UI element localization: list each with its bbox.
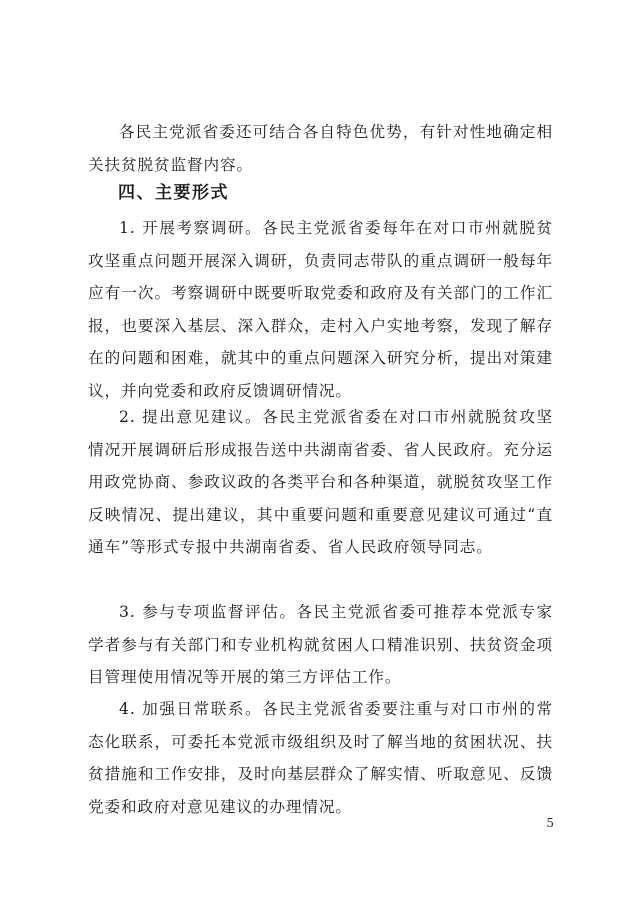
section-heading: 四、主要形式	[118, 183, 229, 203]
paragraph-special-supervision: 3. 参与专项监督评估。各民主党派省委可推荐本党派专家学者参与有关部门和专业机构就贫困人口精准识别、扶贫资金项目管理使用情况等开展的第三方评估工作。	[88, 603, 553, 686]
paragraph-suggestions: 2. 提出意见建议。各民主党派省委在对口市州就脱贫攻坚情况开展调研后形成报告送中共湖南省委、省人民政府。充分运用政党协商、参政议政的各类平台和各种渠道，就脱贫攻坚工作反映情况、提出建议，其中重要问题和重要意见建议可通过“直通车”等形式专报中共湖南省委、省人民政府领导同志。	[88, 408, 553, 556]
page-number: 5	[546, 816, 554, 830]
paragraph-field-research: 1. 开展考察调研。各民主党派省委每年在对口市州就脱贫攻坚重点问题开展深入调研，负责同志带队的重点调研一般每年应有一次。考察调研中既要听取党委和政府及有关部门的工作汇报，也要深入基层、深入群众，走村入户实地考察，发现了解存在的问题和困难，就其中的重点问题深入研究分析，提出对策建议，并向党委和政府反馈调研情况。	[88, 219, 553, 400]
paragraph-intro: 各民主党派省委还可结合各自特色优势，有针对性地确定相关扶贫脱贫监督内容。	[88, 123, 553, 174]
paragraph-daily-contact: 4. 加强日常联系。各民主党派省委要注重与对口市州的常态化联系，可委托本党派市级组织及时了解当地的贫困状况、扶贫措施和工作安排，及时向基层群众了解实情、听取意见、反馈党委和政府对意见建议的办理情况。	[88, 700, 553, 816]
